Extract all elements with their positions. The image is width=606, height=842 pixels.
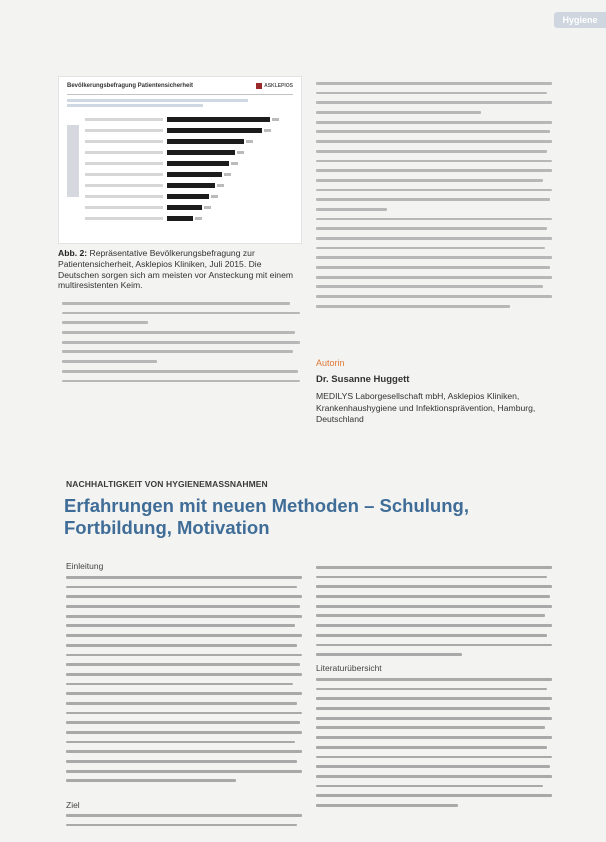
figure-bar-value <box>211 195 218 198</box>
figure-source-logo-text: ASKLEPIOS <box>264 83 293 89</box>
figure-bar <box>167 128 262 133</box>
figure-bar-label <box>85 184 163 187</box>
figure-bar <box>167 139 244 144</box>
author-name: Dr. Susanne Huggett <box>316 374 410 385</box>
figure-caption <box>58 248 304 291</box>
figure-bar <box>167 205 202 210</box>
figure-bar <box>167 150 235 155</box>
figure-bar <box>167 117 270 122</box>
figure-bar <box>167 194 209 199</box>
figure-bar-row <box>85 137 293 145</box>
section-heading-goal: Ziel <box>66 800 80 810</box>
author-affiliation: MEDILYS Laborgesellschaft mbH, Asklepios Kliniken, Krankenhaushygiene und Infektionsprävention, Hamburg, Deutschland <box>316 391 536 424</box>
figure-source-logo <box>256 83 293 89</box>
figure-bar-value <box>204 206 211 209</box>
figure-bar-row <box>85 148 293 156</box>
figure-bar-label <box>85 195 163 198</box>
body-text-left-upper <box>62 302 300 389</box>
figure-subtitle-line <box>67 104 203 107</box>
figure-bar-value <box>246 140 253 143</box>
figure-bar <box>167 172 222 177</box>
figure-bar-label <box>85 217 163 220</box>
figure-bar-label <box>85 118 163 121</box>
article-kicker: NACHHALTIGKEIT VON HYGIENEMASSNAHMEN <box>66 479 268 489</box>
figure-bars <box>85 115 293 225</box>
figure-chart-title: Bevölkerungsbefragung Patientensicherheit <box>67 83 194 89</box>
figure-caption-prefix: Abb. 2: <box>58 248 88 258</box>
body-text-right-upper <box>316 82 552 315</box>
figure-plot <box>67 115 293 225</box>
author-label: Autorin <box>316 358 345 368</box>
figure-subtitle-line <box>67 99 248 102</box>
figure-bar-label <box>85 129 163 132</box>
figure-bar <box>167 216 193 221</box>
figure-caption-text: Repräsentative Bevölkerungsbefragung zur Patientensicherheit, Asklepios Kliniken, Juli 2015. Die Deutschen sorgen sich am meisten vor Ansteckung mit einem multiresistenten Keim. <box>58 248 294 291</box>
figure-bar-row <box>85 126 293 134</box>
figure-bar-row <box>85 159 293 167</box>
figure-bar-label <box>85 173 163 176</box>
section-heading-intro: Einleitung <box>66 561 104 571</box>
figure-divider <box>67 94 293 95</box>
figure-chart <box>58 76 302 244</box>
figure-bar <box>167 183 215 188</box>
figure-bar-value <box>264 129 271 132</box>
figure-bar-row <box>85 214 293 222</box>
figure-bar-value <box>237 151 244 154</box>
article-title: Erfahrungen mit neuen Methoden – Schulung, Fortbildung, Motivation <box>64 495 469 538</box>
figure-y-axis-label <box>67 115 85 225</box>
body-text-literature <box>316 678 552 814</box>
section-heading-literature: Literaturübersicht <box>316 663 382 673</box>
figure-bar-label <box>85 206 163 209</box>
figure-bar-label <box>85 140 163 143</box>
figure-bar-row <box>85 181 293 189</box>
section-tab: Hygiene <box>554 12 606 28</box>
body-text-intro <box>66 576 302 789</box>
figure-bar-row <box>85 203 293 211</box>
body-text-right-lower <box>316 566 552 663</box>
figure-bar-label <box>85 162 163 165</box>
figure-bar <box>167 161 229 166</box>
figure-bar-label <box>85 151 163 154</box>
figure-bar-value <box>217 184 224 187</box>
figure-bar-row <box>85 115 293 123</box>
figure-bar-value <box>195 217 202 220</box>
figure-bar-value <box>272 118 279 121</box>
logo-icon <box>256 83 262 89</box>
figure-header <box>67 83 293 89</box>
figure-bar-row <box>85 170 293 178</box>
figure-bar-value <box>224 173 231 176</box>
body-text-goal <box>66 814 302 833</box>
figure-bar-row <box>85 192 293 200</box>
figure-bar-value <box>231 162 238 165</box>
